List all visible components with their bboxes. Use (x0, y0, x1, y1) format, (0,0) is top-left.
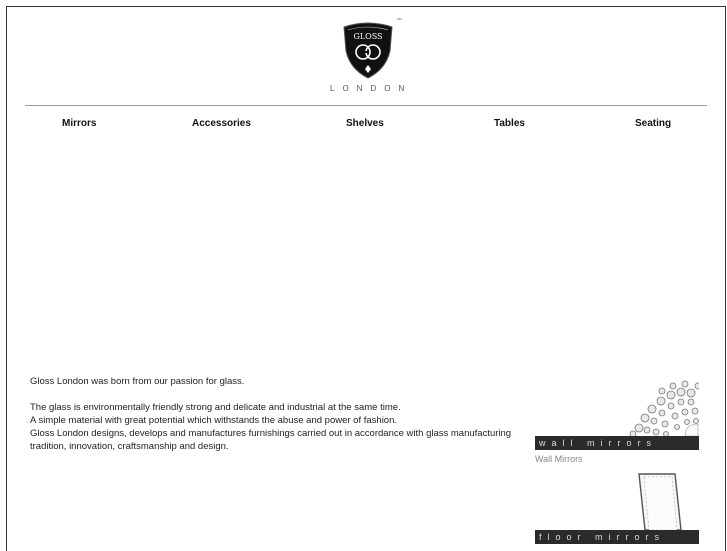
logo-city: LONDON (330, 84, 413, 93)
intro-line: The glass is environmentally friendly strong and delicate and industrial at the same time. (30, 402, 401, 413)
intro-text (30, 375, 530, 453)
gloss-london-logo[interactable] (330, 18, 413, 96)
floor-mirrors-bar[interactable]: floor mirrors (535, 530, 699, 544)
nav-mirrors[interactable]: Mirrors (62, 118, 97, 129)
shield-logo-icon (342, 21, 394, 79)
nav-accessories[interactable]: Accessories (192, 118, 251, 129)
wall-mirrors-tile[interactable] (535, 378, 699, 468)
nav-seating[interactable]: Seating (635, 118, 672, 129)
trademark-mark: ™ (396, 18, 402, 24)
nav-tables[interactable]: Tables (494, 118, 525, 129)
intro-line: A simple material with great potential which withstands the abuse and power of fashion. (30, 415, 398, 426)
header-divider (25, 105, 707, 106)
intro-line: Gloss London designs, develops and manufactures furnishings carried out in accordance with glass manufacturing tradition, innovation, craftsmanship and design. (30, 428, 512, 452)
wall-mirrors-caption[interactable]: Wall Mirrors (535, 454, 583, 464)
main-nav (0, 118, 727, 134)
logo-wordmark: GLOSS (353, 32, 383, 41)
floor-mirrors-tile[interactable] (535, 472, 699, 545)
intro-line: Gloss London was born from our passion for glass. (30, 376, 245, 387)
wall-mirror-image (535, 378, 699, 436)
wall-mirrors-bar[interactable]: wall mirrors (535, 436, 699, 450)
floor-mirror-image (535, 472, 699, 530)
nav-shelves[interactable]: Shelves (346, 118, 384, 129)
